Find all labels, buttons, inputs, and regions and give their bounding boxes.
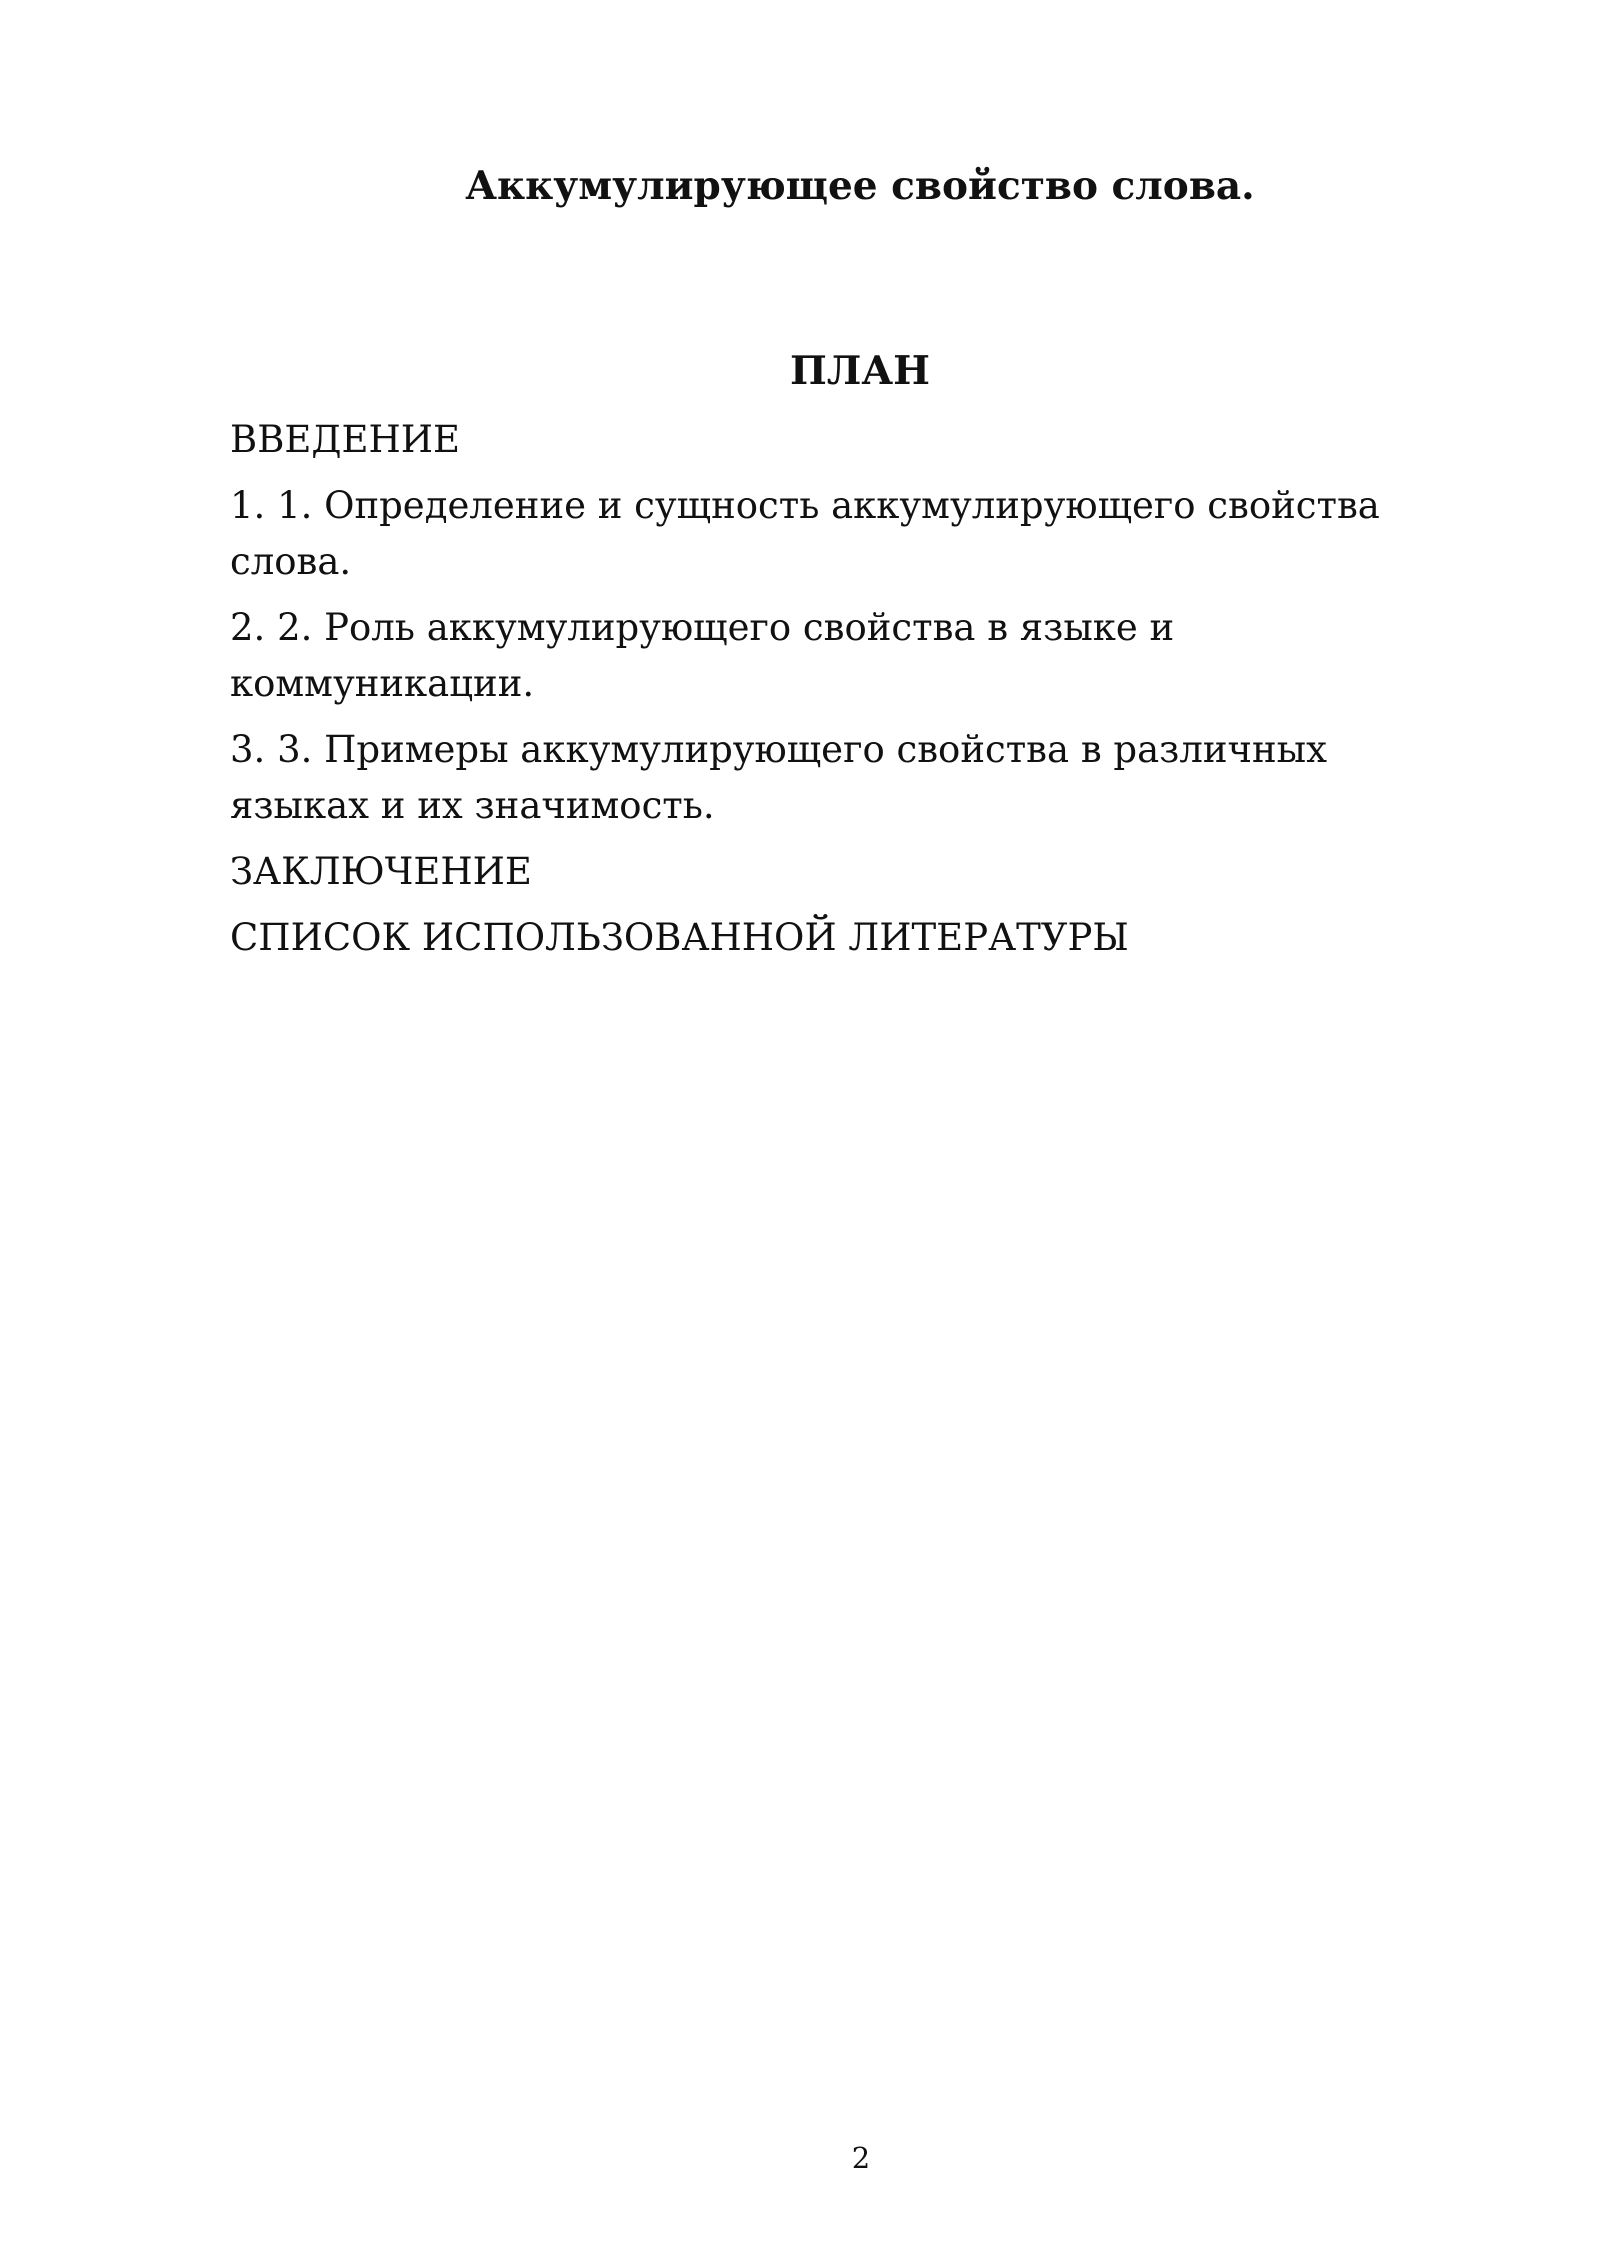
plan-item-2: 2. 2. Роль аккумулирующего свойства в языке и коммуникации.	[230, 606, 1175, 705]
plan-heading: ПЛАН	[790, 348, 930, 394]
plan-item-conclusion: ЗАКЛЮЧЕНИЕ	[230, 850, 532, 893]
plan-item-introduction: ВВЕДЕНИЕ	[230, 418, 461, 461]
plan-item-references: СПИСОК ИСПОЛЬЗОВАННОЙ ЛИТЕРАТУРЫ	[230, 916, 1129, 959]
plan-item-3: 3. 3. Примеры аккумулирующего свойства в различных языках и их значимость.	[230, 728, 1327, 827]
plan-item-1: 1. 1. Определение и сущность аккумулирующего свойства слова.	[230, 484, 1380, 583]
page-number: 2	[851, 2141, 871, 2175]
plan-list	[230, 412, 1430, 976]
document-title: Аккумулирующее свойство слова.	[465, 163, 1255, 209]
